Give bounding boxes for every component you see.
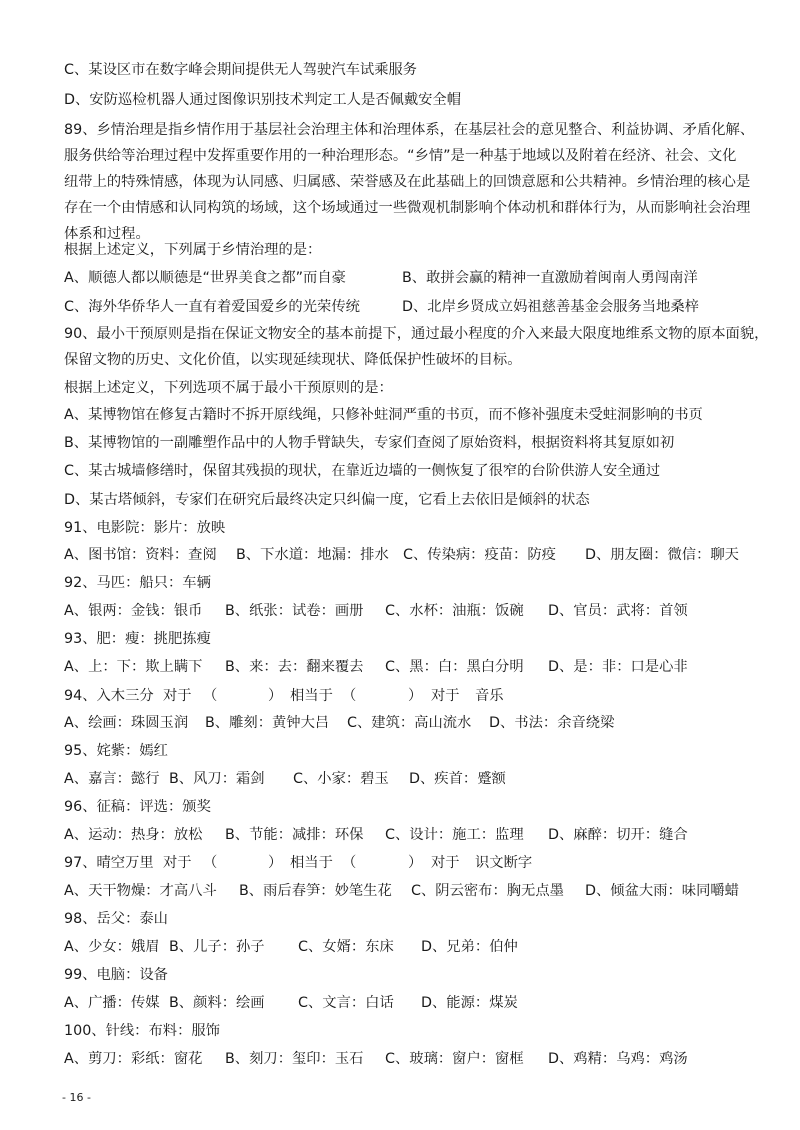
q97-stem-paren-open-2: （ [342,855,357,871]
q97-stem-target: 识文断字 [475,855,533,871]
q91-option-b: B、下水道：地漏：排水 [236,547,389,563]
q97-stem-paren-close-1: ） [268,855,283,871]
q97-option-d: D、倾盆大雨：味同嚼蜡 [585,883,739,899]
q94-stem-target: 音乐 [475,688,504,704]
q94-option-a: A、绘画：珠圆玉润 [64,715,189,731]
q89-option-c: C、海外华侨华人一直有着爱国爱乡的光荣传统 [64,299,360,315]
q89-stem-line-4: 存在一个由情感和认同构筑的场域，这个场域通过一些微观机制影响个体动机和群体行为，从而影响社会治理 [64,200,751,216]
q88-option-d: D、安防巡检机器人通过图像识别技术判定工人是否佩戴安全帽 [64,92,462,108]
q99-option-c: C、文言：白话 [298,995,394,1011]
q95-option-d: D、疾首：蹙额 [409,771,506,787]
q90-option-c: C、某古城墙修缮时，保留其残损的现状，在靠近边墙的一侧恢复了很窄的台阶供游人安全通过 [64,463,661,479]
q89-stem-line-3: 纽带上的特殊情感，体现为认同感、归属感、荣誉感及在此基础上的回馈意愿和公共精神。乡情治理的核心是 [64,174,751,190]
q94-option-d: D、书法：余音绕梁 [489,715,615,731]
q92-option-a: A、银两：金钱：银币 [64,603,203,619]
q98-option-d: D、兄弟：伯仲 [421,939,518,955]
q93-stem: 93、肥：瘦：挑肥拣瘦 [64,631,211,647]
q97-stem-duiyu-2: 对于 [431,855,460,871]
q94-stem-paren-close-1: ） [268,688,283,704]
q100-option-b: B、刻刀：玺印：玉石 [225,1051,364,1067]
q97-stem-paren-close-2: ） [408,855,423,871]
q89-stem-line-2: 服务供给等治理过程中发挥重要作用的一种治理形态。“乡情”是一种基于地域以及附着在经济、社会、文化 [64,148,737,164]
q95-stem: 95、姹紫：嫣红 [64,743,168,759]
q92-option-c: C、水杯：油瓶：饭碗 [385,603,524,619]
q90-stem-line-2: 保留文物的历史、文化价值，以实现延续现状、降低保护性破坏的目标。 [64,352,522,368]
q97-option-b: B、雨后春笋：妙笔生花 [239,883,392,899]
q92-option-b: B、纸张：试卷：画册 [225,603,364,619]
q93-option-b: B、来：去：翻来覆去 [225,659,364,675]
q94-option-c: C、建筑：高山流水 [347,715,472,731]
q94-stem-paren-open-1: （ [203,688,218,704]
q96-option-c: C、设计：施工：监理 [385,827,524,843]
q98-option-c: C、女婿：东床 [298,939,394,955]
page-number: - 16 - [62,1091,91,1104]
q89-question: 根据上述定义，下列属于乡情治理的是： [64,242,322,258]
q94-option-b: B、雕刻：黄钟大吕 [205,715,330,731]
q92-option-d: D、官员：武将：首领 [548,603,688,619]
q93-option-a: A、上：下：欺上瞒下 [64,659,203,675]
q93-option-c: C、黑：白：黑白分明 [385,659,524,675]
q94-stem-paren-close-2: ） [408,688,423,704]
q89-option-d: D、北岸乡贤成立妈祖慈善基金会服务当地桑梓 [402,299,699,315]
q89-stem-line-5: 体系和过程。 [64,226,150,242]
q97-stem-duiyu-1: 对于 [163,855,192,871]
q89-option-a: A、顺德人都以顺德是“世界美食之都”而自豪 [64,270,346,286]
q94-stem-xiangdangyu: 相当于 [290,688,333,704]
q95-option-c: C、小家：碧玉 [293,771,389,787]
q99-option-a: A、广播：传媒 [64,995,160,1011]
q93-option-d: D、是：非：口是心非 [548,659,688,675]
q96-option-b: B、节能：减排：环保 [225,827,364,843]
q94-stem-duiyu-2: 对于 [431,688,460,704]
q90-question: 根据上述定义，下列选项不属于最小干预原则的是： [64,380,393,396]
q100-option-a: A、剪刀：彩纸：窗花 [64,1051,203,1067]
q94-stem-term: 94、入木三分 [64,688,154,704]
q100-option-c: C、玻璃：窗户：窗框 [385,1051,524,1067]
q98-stem: 98、岳父：泰山 [64,911,168,927]
q100-stem: 100、针线：布料：服饰 [64,1023,220,1039]
q90-option-b: B、某博物馆的一副雕塑作品中的人物手臂缺失，专家们查阅了原始资料，根据资料将其复原如初 [64,435,675,451]
q100-option-d: D、鸡精：乌鸡：鸡汤 [548,1051,688,1067]
q91-option-d: D、朋友圈：微信：聊天 [585,547,739,563]
q96-stem: 96、征稿：评选：颁奖 [64,799,211,815]
q91-option-a: A、图书馆：资料：查阅 [64,547,217,563]
q95-option-a: A、嘉言：懿行 [64,771,160,787]
q99-option-d: D、能源：煤炭 [421,995,518,1011]
q90-option-d: D、某古塔倾斜，专家们在研究后最终决定只纠偏一度，它看上去依旧是倾斜的状态 [64,492,590,508]
q90-stem-line-1: 90、最小干预原则是指在保证文物安全的基本前提下，通过最小程度的介入来最大限度地维系文物的原本面貌， [64,326,769,342]
q89-option-b: B、敢拼会赢的精神一直激励着闽南人勇闯南洋 [402,270,698,286]
q98-option-a: A、少女：娥眉 [64,939,160,955]
q98-option-b: B、儿子：孙子 [169,939,265,955]
q97-option-a: A、天干物燥：才高八斗 [64,883,217,899]
q89-stem-line-1: 89、乡情治理是指乡情作用于基层社会治理主体和治理体系，在基层社会的意见整合、利益协调、矛盾化解、 [64,122,755,138]
q94-stem-duiyu-1: 对于 [163,688,192,704]
q91-stem: 91、电影院：影片：放映 [64,520,226,536]
q99-stem: 99、电脑：设备 [64,967,168,983]
q92-stem: 92、马匹：船只：车辆 [64,575,211,591]
q90-option-a: A、某博物馆在修复古籍时不拆开原线绳，只修补蛀洞严重的书页，而不修补强度未受蛀洞影响的书页 [64,407,703,423]
q99-option-b: B、颜料：绘画 [169,995,265,1011]
q97-stem-xiangdangyu: 相当于 [290,855,333,871]
q96-option-a: A、运动：热身：放松 [64,827,203,843]
q97-stem-paren-open-1: （ [203,855,218,871]
q94-stem-paren-open-2: （ [342,688,357,704]
q96-option-d: D、麻醉：切开：缝合 [548,827,688,843]
q97-stem-term: 97、晴空万里 [64,855,154,871]
q95-option-b: B、风刀：霜剑 [169,771,265,787]
q97-option-c: C、阴云密布：胸无点墨 [411,883,564,899]
q88-option-c: C、某设区市在数字峰会期间提供无人驾驶汽车试乘服务 [64,62,418,78]
q91-option-c: C、传染病：疫苗：防疫 [403,547,556,563]
